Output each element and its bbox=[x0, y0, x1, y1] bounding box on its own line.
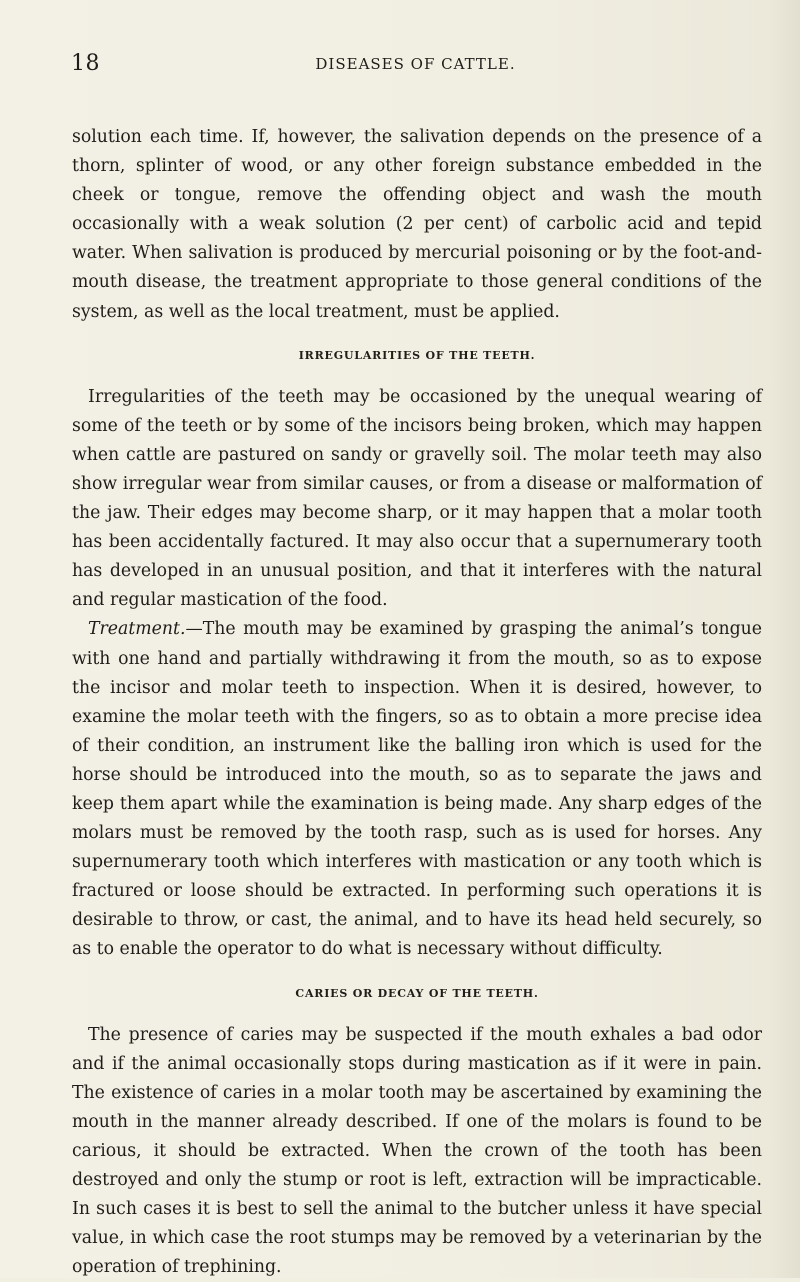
paragraph-1: solution each time. If, however, the salivation depends on the presence of a thorn, splinter of wood, or any other foreign substance embedded in the cheek or tongue, remove the offending object and wash the mouth occasionally with a weak solution (2 per cent) of carbolic acid and tepid water. When salivation is produced by mercurial poisoning or by the foot-and-mouth disease, the treatment appropriate to those general conditions of the system, as well as the local treatment, must be applied. bbox=[72, 127, 762, 322]
section-heading-irregularities: IRREGULARITIES OF THE TEETH. bbox=[298, 348, 536, 362]
treatment-label: Treatment. bbox=[88, 619, 186, 640]
paragraph-4: The presence of caries may be suspected if the mouth exhales a bad odor and if the animal occasionally stops during mastication as if it were in pain. The existence of caries in a molar tooth may be ascertained by examining the mouth in the manner already described. If one of the molars is found to be carious, it should be extracted. When the crown of the tooth has been destroyed and only the stump or root is left, extraction will be impracticable. In such cases it is best to sell the animal to the butcher unless it have special value, in which case the root stumps may be removed by a veterinarian by the operation of trephining. bbox=[72, 1024, 762, 1278]
section-heading-caries: CARIES OR DECAY OF THE TEETH. bbox=[295, 986, 539, 1000]
page-body bbox=[72, 123, 762, 1282]
page-header bbox=[71, 45, 760, 85]
paragraph-2: Irregularities of the teeth may be occasioned by the unequal wearing of some of the teeth or by some of the incisors being broken, which may happen when cattle are pastured on sandy or gravelly soil. The molar teeth may also show irregular wear from similar causes, or from a disease or malformation of the jaw. Their edges may become sharp, or it may happen that a molar tooth has been accidentally factured. It may also occur that a supernumerary tooth has developed in an unusual position, and that it interferes with the natural and regular mastication of the food. bbox=[72, 386, 762, 611]
paragraph-3-text: —The mouth may be examined by grasping the animal’s tongue with one hand and partially withdrawing it from the mouth, so as to expose the incisor and molar teeth to inspection. When it is desired, however, to examine the molar teeth with the fingers, so as to obtain a more precise idea of their condition, an instrument like the balling iron which is used for the horse should be introduced into the mouth, so as to separate the jaws and keep them apart while the examination is being made. Any sharp edges of the molars must be removed by the tooth rasp, such as is used for horses. Any supernumerary tooth which interferes with mastication or any tooth which is fractured or loose should be extracted. In performing such operations it is desirable to throw, or cast, the animal, and to have its head held securely, so as to enable the operator to do what is necessary without difficulty. bbox=[72, 619, 762, 960]
running-head: DISEASES OF CATTLE. bbox=[315, 55, 516, 73]
page-number: 18 bbox=[71, 51, 100, 76]
paragraph-3 bbox=[72, 615, 762, 964]
